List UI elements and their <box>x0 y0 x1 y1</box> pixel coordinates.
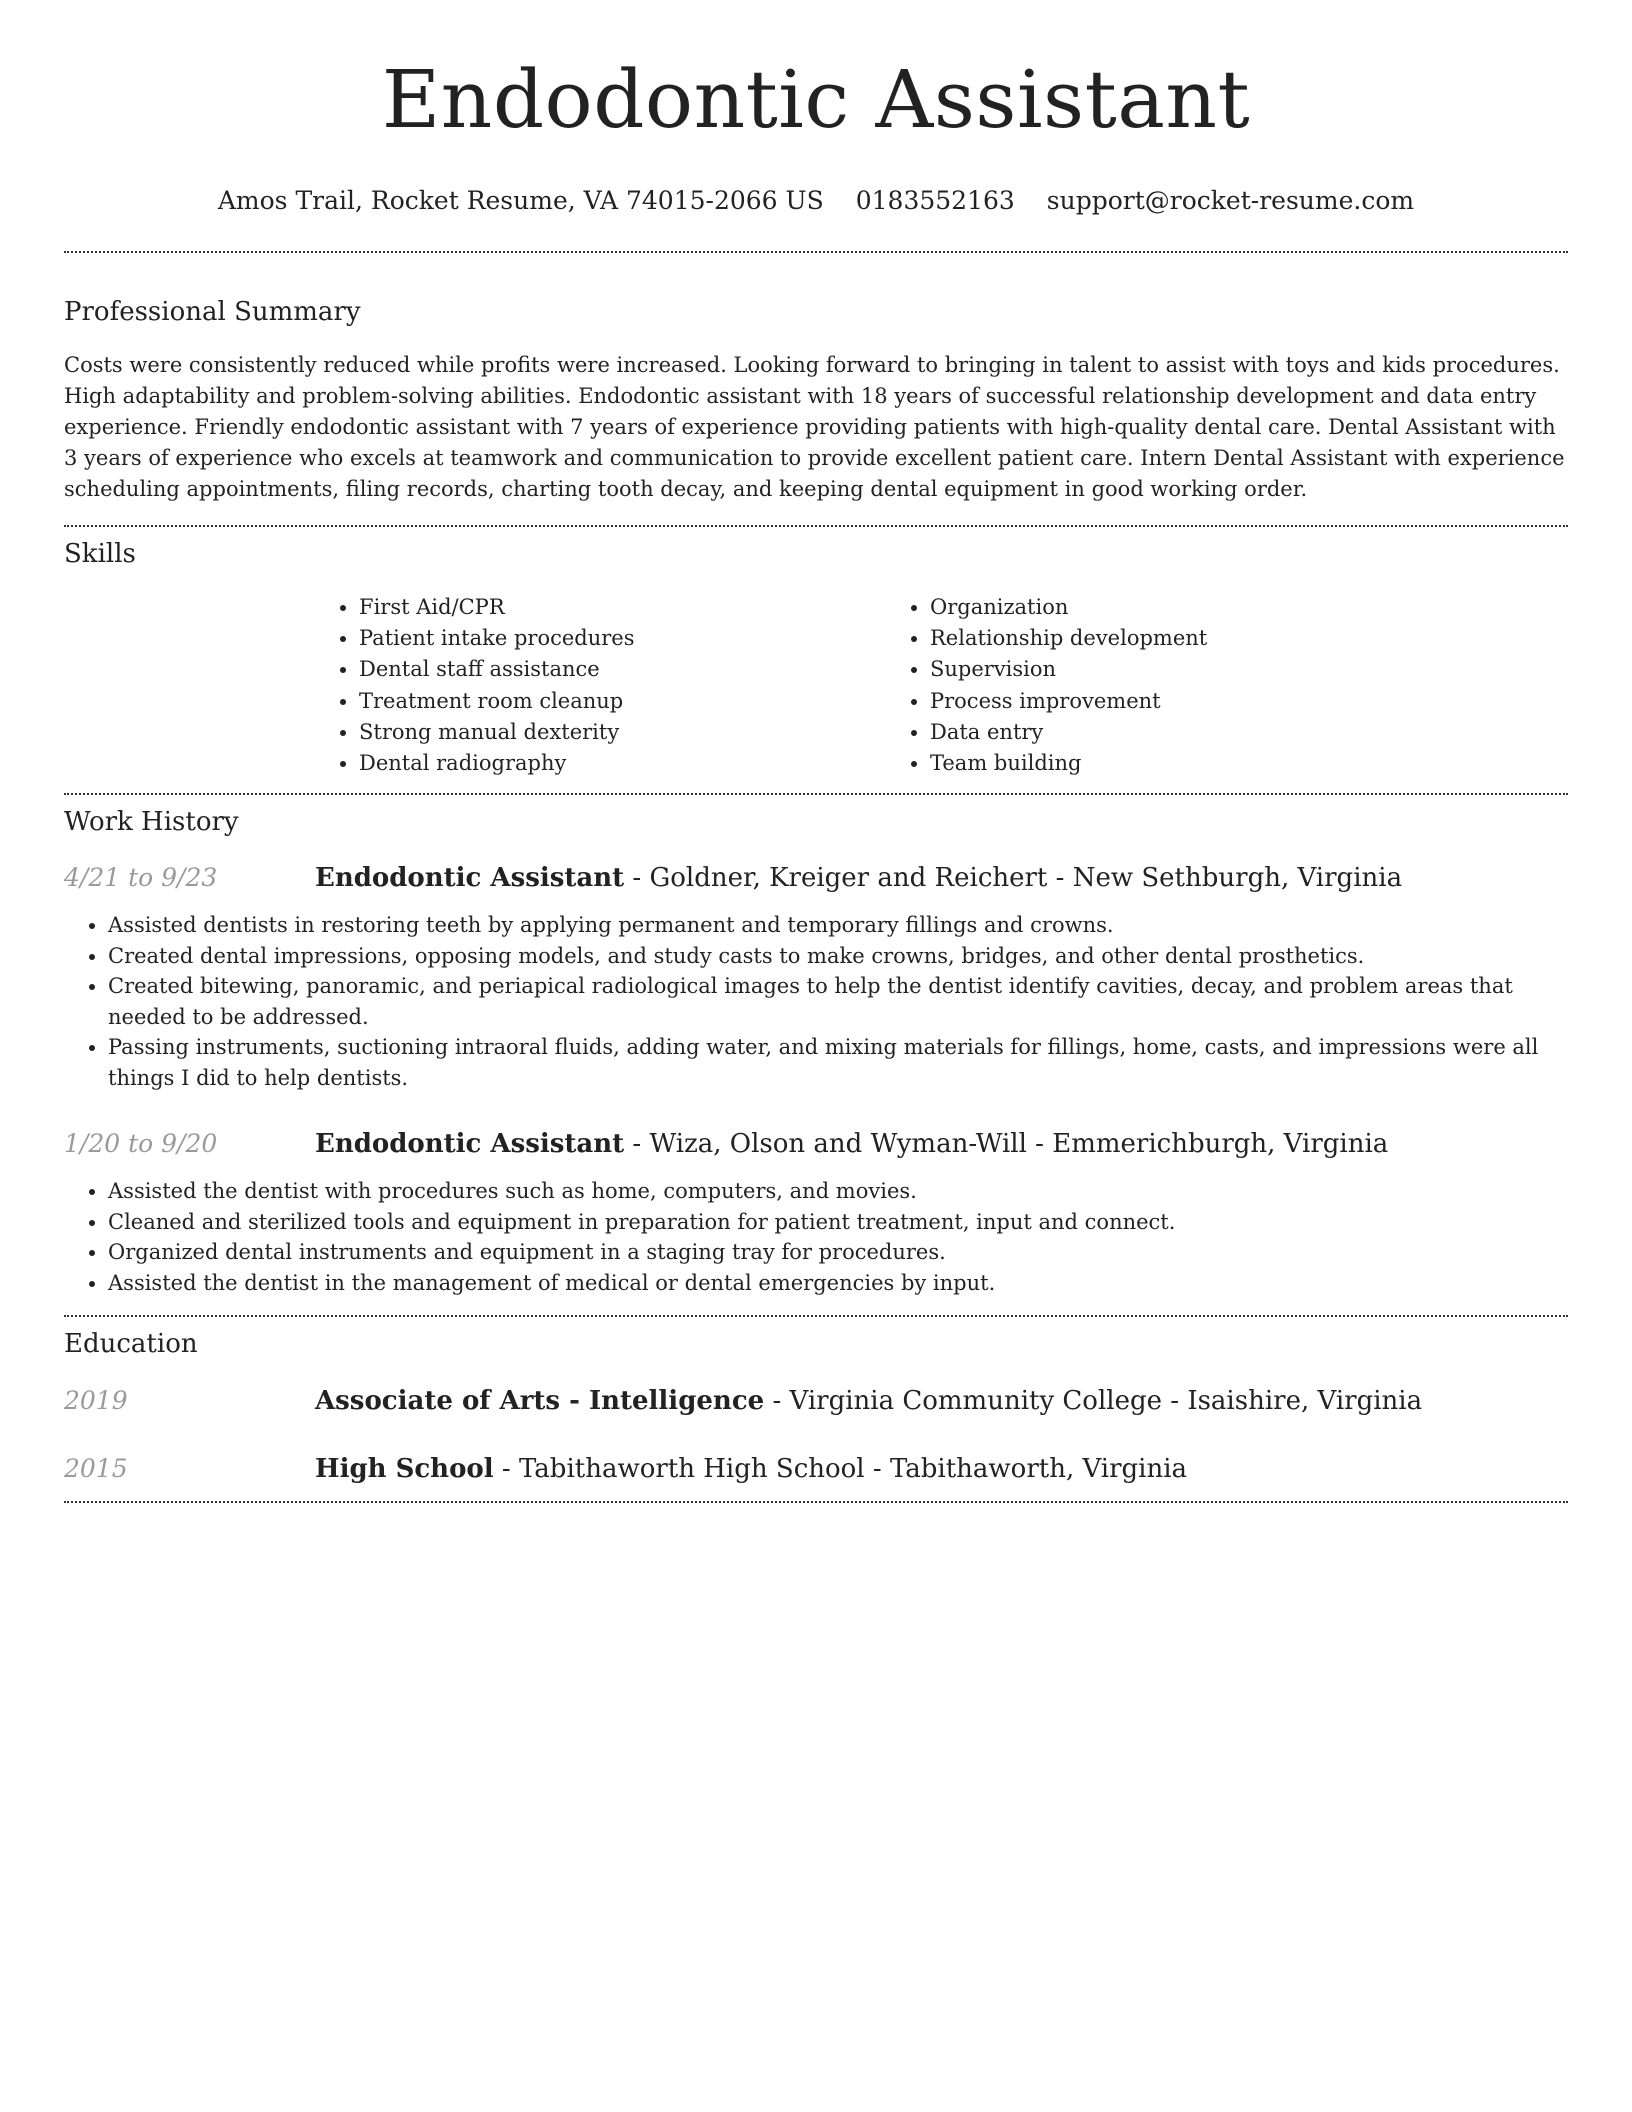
summary-text: Costs were consistently reduced while profits were increased. Looking forward to bringing in talent to assist with toys and kids procedures. High adaptability and problem-solving abilities. Endodontic assistant with 18 years of successful relationship development and data entry experience. Friendly endodontic assistant with 7 years of experience providing patients with high-quality dental care. Dental Assistant with 3 years of experience who excels at teamwork and communication to provide excellent patient care. Intern Dental Assistant with experience scheduling appointments, filing records, charting tooth decay, and keeping dental equipment in good working order. <box>64 353 1565 501</box>
section-title-skills: Skills <box>64 539 136 569</box>
skills-column-1 <box>315 592 886 779</box>
skills-list <box>315 592 1568 779</box>
duty-item: • Organized dental instruments and equipment in a staging tray for procedures. <box>108 1237 1568 1268</box>
skill-item: • Dental radiography <box>359 748 886 779</box>
job-duties <box>64 910 1568 1093</box>
skill-item: • Supervision <box>930 654 1457 685</box>
job-employer: - Wiza, Olson and Wyman-Will - Emmerichburgh, Virginia <box>624 1129 1389 1160</box>
duty-item: • Created dental impressions, opposing models, and study casts to make crowns, bridges, and other dental prosthetics. <box>108 941 1568 972</box>
section-title-education: Education <box>64 1329 198 1360</box>
job-entry <box>64 863 1568 893</box>
education-entry <box>64 1386 1568 1416</box>
skill-item: • Strong manual dexterity <box>359 717 886 748</box>
contact-info <box>64 186 1568 216</box>
duty-item: • Assisted the dentist with procedures such as home, computers, and movies. <box>108 1176 1568 1207</box>
phone: 0183552163 <box>855 186 1015 215</box>
resume-header <box>64 0 1568 216</box>
skill-item: • First Aid/CPR <box>359 592 886 623</box>
divider <box>64 251 1568 253</box>
skills-column-2 <box>886 592 1457 779</box>
education-year: 2019 <box>64 1386 128 1416</box>
education-entry <box>64 1454 1568 1484</box>
divider <box>64 525 1568 527</box>
candidate-name: Endodontic Assistant <box>381 53 1251 146</box>
resume-page <box>64 0 1568 1503</box>
job-dates: 1/20 to 9/20 <box>64 1129 218 1159</box>
degree: High School <box>315 1454 494 1485</box>
education-year: 2015 <box>64 1454 128 1484</box>
address: Amos Trail, Rocket Resume, VA 74015-2066 US <box>217 186 824 215</box>
skill-item: • Process improvement <box>930 686 1457 717</box>
school: - Tabithaworth High School - Tabithaworth, Virginia <box>493 1454 1188 1485</box>
skill-item: • Relationship development <box>930 623 1457 654</box>
divider <box>64 793 1568 795</box>
skill-item: • Dental staff assistance <box>359 654 886 685</box>
divider <box>64 1315 1568 1317</box>
education-title <box>315 1454 1187 1484</box>
skill-item: • Team building <box>930 748 1457 779</box>
education-title <box>315 1386 1422 1416</box>
section-title-work: Work History <box>64 807 239 838</box>
job-role: Endodontic Assistant <box>315 863 625 894</box>
job-employer: - Goldner, Kreiger and Reichert - New Sethburgh, Virginia <box>624 863 1403 894</box>
section-title-summary: Professional Summary <box>64 297 361 327</box>
duty-item: • Assisted the dentist in the management of medical or dental emergencies by input. <box>108 1268 1568 1299</box>
job-role: Endodontic Assistant <box>315 1129 625 1160</box>
email: support@rocket-resume.com <box>1046 186 1415 215</box>
duty-item: • Passing instruments, suctioning intraoral fluids, adding water, and mixing materials for fillings, home, casts, and impressions were all things I did to help dentists. <box>108 1032 1568 1093</box>
skill-item: • Treatment room cleanup <box>359 686 886 717</box>
duty-item: • Assisted dentists in restoring teeth by applying permanent and temporary fillings and crowns. <box>108 910 1568 941</box>
skill-item: • Organization <box>930 592 1457 623</box>
job-title <box>315 863 1402 893</box>
skill-item: • Patient intake procedures <box>359 623 886 654</box>
divider <box>64 1501 1568 1503</box>
school: - Virginia Community College - Isaishire, Virginia <box>764 1386 1423 1417</box>
job-entry <box>64 1129 1568 1159</box>
job-dates: 4/21 to 9/23 <box>64 863 218 893</box>
degree: Associate of Arts - Intelligence <box>315 1386 765 1417</box>
job-title <box>315 1129 1388 1159</box>
job-duties <box>64 1176 1568 1298</box>
duty-item: • Created bitewing, panoramic, and periapical radiological images to help the dentist identify cavities, decay, and problem areas that needed to be addressed. <box>108 971 1568 1032</box>
duty-item: • Cleaned and sterilized tools and equipment in preparation for patient treatment, input and connect. <box>108 1207 1568 1238</box>
skill-item: • Data entry <box>930 717 1457 748</box>
